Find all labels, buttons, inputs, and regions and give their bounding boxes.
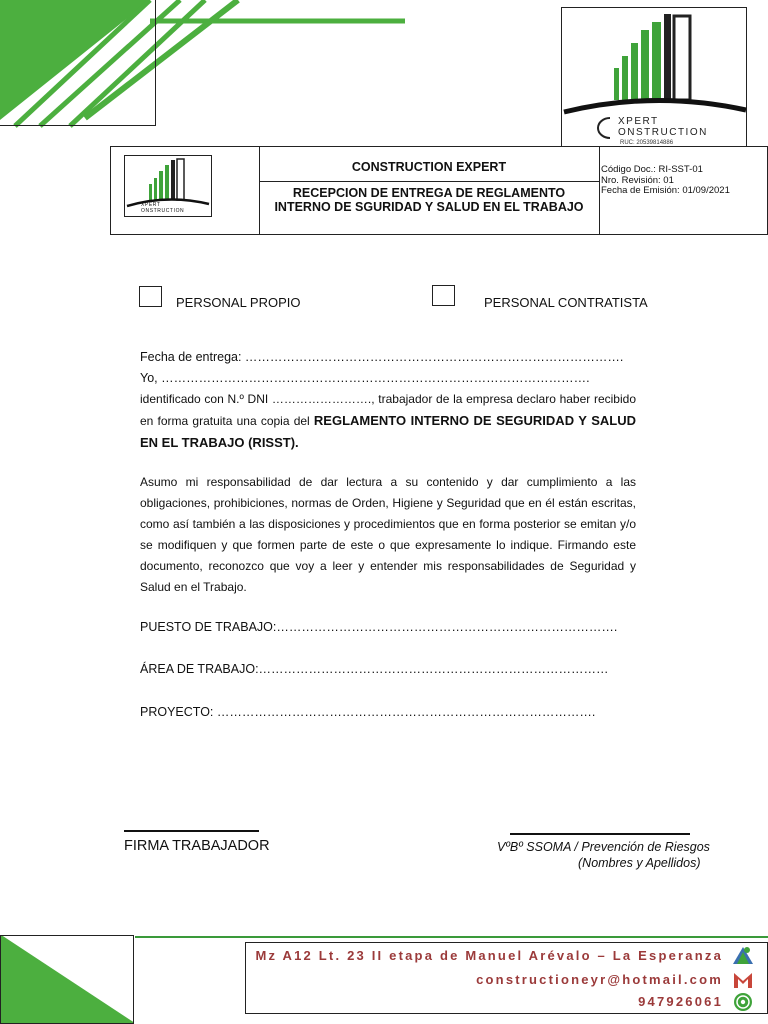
logo-text-construction: ONSTRUCTION xyxy=(618,127,708,138)
responsibility-paragraph: Asumo mi responsabilidad de dar lectura a su contenido y dar cumplimiento a las obligaciones, prohibiciones, normas de Orden, Higiene y Seguridad que en él están escritas, como así también a las disposiciones y procedimientos que en forma posterior se emitan y/o se modifiquen y que formen parte de este o que expresamente lo indique. Firmando este documento, reconozco que voy a leer y entender mis responsabilidades de Seguridad y Salud en el Trabajo. xyxy=(140,475,636,594)
id-declaration-text: identificado con N.º DNI ……………………., trabajador de la empresa declaro haber recibido en forma gratuita una copia del xyxy=(140,392,636,428)
footer-phone[interactable]: 947926061 xyxy=(638,994,723,1009)
footer-contact-box xyxy=(245,942,768,1014)
worker-signature-line xyxy=(124,830,259,832)
document-header-table xyxy=(110,146,768,235)
footer-green-triangle xyxy=(1,936,133,1023)
worker-signature-label: FIRMA TRABAJADOR xyxy=(124,838,270,854)
footer-email[interactable]: constructioneyr@hotmail.com xyxy=(476,972,723,987)
project-field[interactable]: PROYECTO: ………………………………………………………………………………. xyxy=(140,705,596,719)
contractor-staff-label: PERSONAL CONTRATISTA xyxy=(484,295,648,310)
ssoma-names-label: (Nombres y Apellidos) xyxy=(578,856,701,870)
ssoma-signature-label: VºBº SSOMA / Prevención de Riesgos xyxy=(497,840,710,854)
company-logo xyxy=(561,7,747,147)
header-logo-cell xyxy=(111,147,260,234)
buildings-mini-logo-icon xyxy=(125,156,211,216)
document-revision: Nro. Revisión: 01 xyxy=(601,174,674,186)
mini-logo-text-construction: ONSTRUCTION xyxy=(141,208,185,214)
whatsapp-icon xyxy=(732,992,754,1012)
email-icon xyxy=(732,970,754,990)
document-emission-date: Fecha de Emisión: 01/09/2021 xyxy=(601,185,730,196)
worker-name-field[interactable]: Yo, …………………………………………………………………………………………. xyxy=(140,371,590,385)
own-staff-label: PERSONAL PROPIO xyxy=(176,295,301,310)
header-title-cell xyxy=(259,147,600,234)
regulation-name: REGLAMENTO INTERNO DE SEGURIDAD Y SALUD EN EL TRABAJO (RISST). xyxy=(140,413,636,450)
location-icon xyxy=(732,946,754,966)
delivery-date-field[interactable]: Fecha de entrega: ………………………………………………………………………………. xyxy=(140,350,624,364)
mini-logo-text-expert: XPERT xyxy=(141,202,161,208)
logo-text-expert: XPERT xyxy=(618,116,659,127)
document-code: Código Doc.: RI-SST-01 xyxy=(601,164,703,175)
work-area-field[interactable]: ÁREA DE TRABAJO:………………………………………………………………………… xyxy=(140,662,609,676)
declaration-paragraph xyxy=(140,347,636,454)
declaration-text xyxy=(140,389,636,454)
contractor-staff-checkbox[interactable] xyxy=(432,285,455,306)
own-staff-checkbox[interactable] xyxy=(139,286,162,307)
job-position-field[interactable]: PUESTO DE TRABAJO:………………………………………………………………………. xyxy=(140,620,618,634)
header-mini-logo xyxy=(124,155,212,217)
ssoma-signature-line xyxy=(510,833,690,835)
document-title-line-2: INTERNO DE SGURIDAD Y SALUD EN EL TRABAJO xyxy=(274,200,584,214)
document-title-line-1: RECEPCION DE ENTREGA DE REGLAMENTO xyxy=(292,186,566,200)
footer-corner-frame xyxy=(0,935,134,1024)
header-company-name: CONSTRUCTION EXPERT xyxy=(259,147,599,182)
header-document-title xyxy=(259,182,599,234)
logo-ruc: RUC: 20539814886 xyxy=(620,140,674,146)
corner-frame-top-left xyxy=(0,0,156,126)
footer-divider-line xyxy=(135,936,768,938)
footer-address: Mz A12 Lt. 23 II etapa de Manuel Arévalo – La Esperanza xyxy=(255,948,723,963)
header-document-info xyxy=(601,165,761,197)
